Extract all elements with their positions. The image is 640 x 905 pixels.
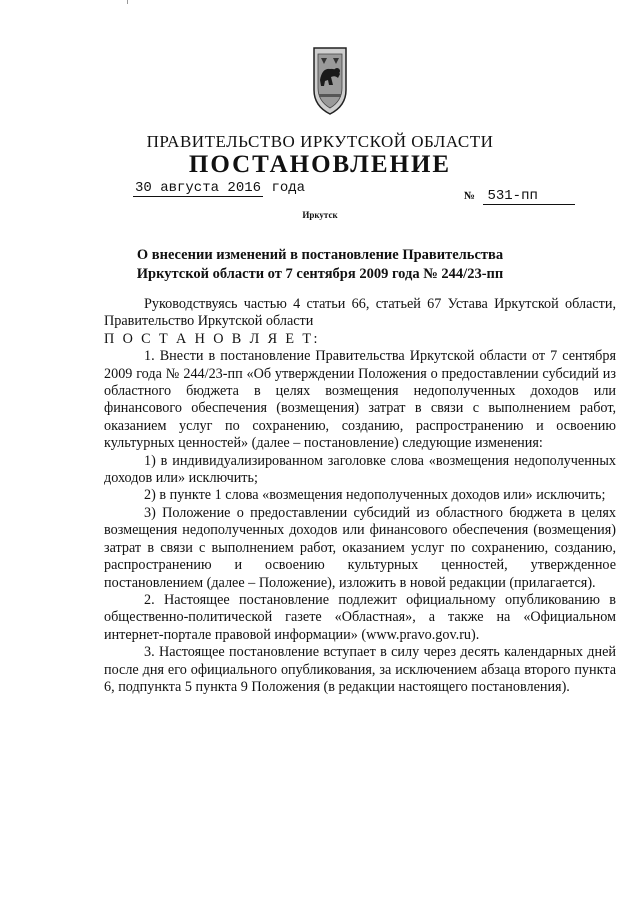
paragraph-item-1: 1. Внести в постановление Правительства Иркутской области от 7 сентября 2009 года № 244/23-пп «Об утверждении Положения о предоставлении субсидий из областного бюджета в целях возмещения недополученных доходов или финансового обеспечения (возмещения) затрат в связи с выполнением работ, оказанием услуг по сохранению, созданию, распространению и освоению культурных ценностей» (далее – постановление) следующие изменения: [104,348,616,452]
document-number [464,188,575,205]
paragraph-item-2: 2. Настоящее постановление подлежит официальному опубликованию в общественно-политической газете «Областная», а также на «Официальном интернет-портале правовой информации» (www.pravo.gov.ru). [104,591,616,643]
document-date [133,180,305,196]
date-value: 30 августа 2016 [135,180,262,196]
city-name: Иркутск [302,210,338,220]
coat-of-arms-emblem [311,38,349,118]
paragraph-resolves: П О С Т А Н О В Л Я Е Т: [104,330,320,347]
government-name: ПРАВИТЕЛЬСТВО ИРКУТСКОЙ ОБЛАСТИ [146,132,494,151]
paragraph-item-3: 3. Настоящее постановление вступает в силу через десять календарных дней после дня его официального опубликования, за исключением абзаца второго пункта 6, подпункта 5 пункта 9 Положения (в редакции настоящего постановления). [104,644,616,695]
document-title: О внесении изменений в постановление Правительства Иркутской области от 7 сентября 2009 года № 244/23-пп [136,247,504,282]
number-sign: № [464,190,476,202]
paragraph-subitem-2: 2) в пункте 1 слова «возмещения недополученных доходов или» исключить; [144,487,606,504]
document-type: ПОСТАНОВЛЕНИЕ [188,151,452,178]
date-suffix: года [271,180,306,196]
paragraph-subitem-1: 1) в индивидуализированном заголовке слова «возмещения недополученных доходов или» исключить; [104,452,616,487]
document-body [104,296,616,696]
paragraph-preamble: Руководствуясь частью 4 статьи 66, статьей 67 Устава Иркутской области, Правительство Иркутской области [104,296,616,330]
paragraph-subitem-3: 3) Положение о предоставлении субсидий из областного бюджета в целях возмещения недополученных доходов или финансового обеспечения (возмещения) затрат в связи с выполнением работ, оказанием услуг по сохранению, созданию, распространению и освоению культурных ценностей, утвержденное постановлением (далее – Положение), изложить в новой редакции (прилагается). [104,504,616,591]
scan-mark [127,0,128,4]
number-value: 531-пп [483,188,575,205]
